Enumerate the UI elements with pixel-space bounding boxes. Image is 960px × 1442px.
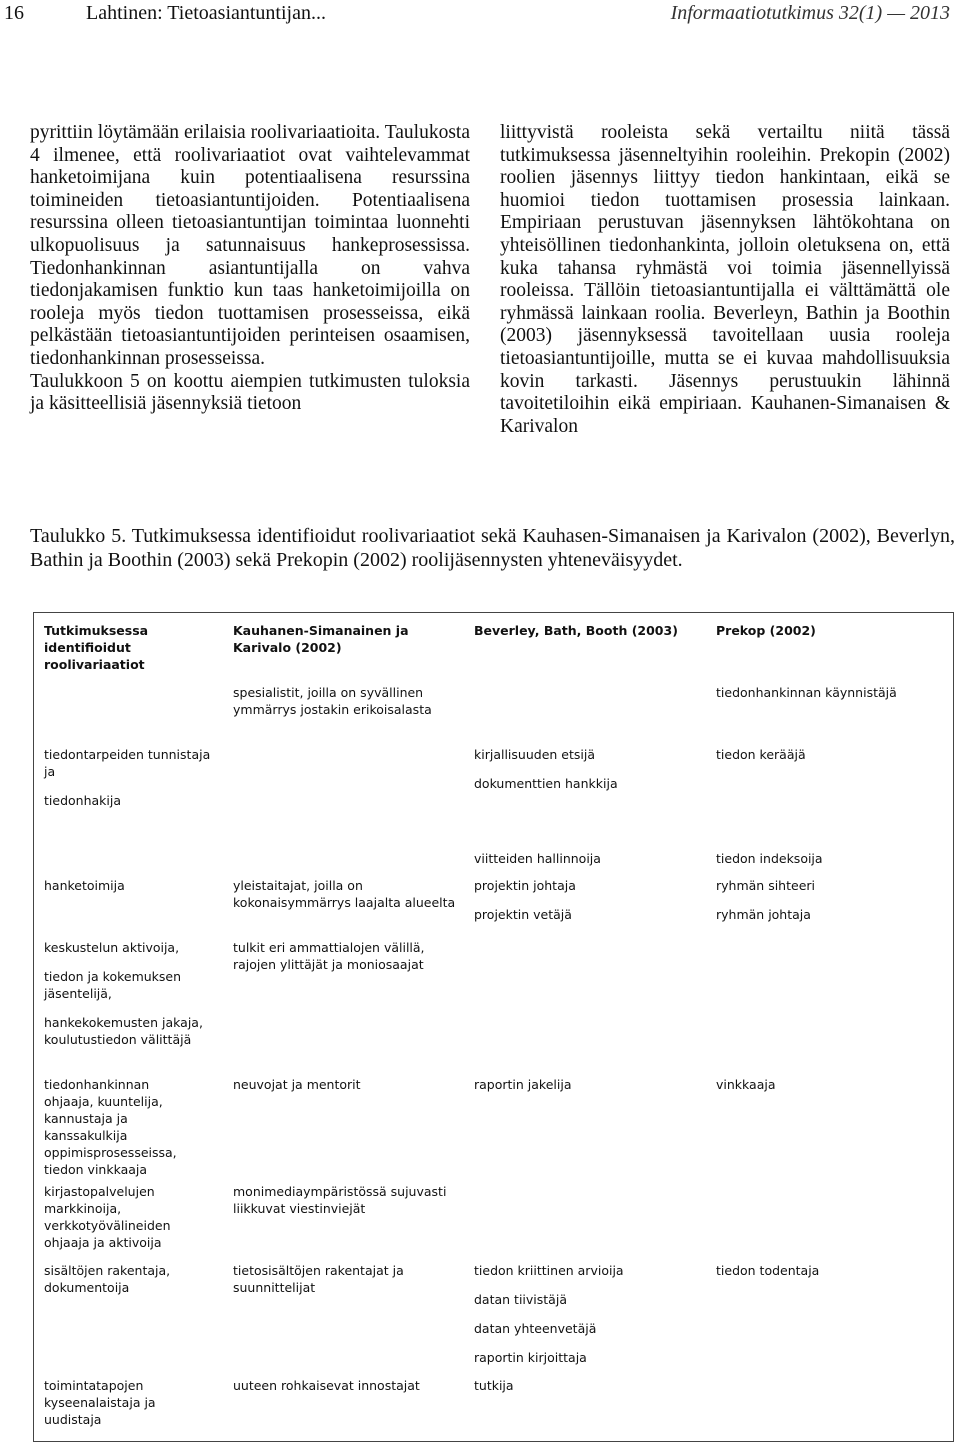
table-cell: viitteiden hallinnoija	[474, 851, 601, 866]
table-cell: uuteen rohkaisevat innostajat	[233, 1378, 420, 1393]
table-cell-line: datan tiivistäjä	[474, 1292, 567, 1307]
table-cell-line: ryhmän sihteeri	[716, 878, 815, 893]
table-cell-line: ryhmän johtaja	[716, 907, 811, 922]
table-cell: vinkkaaja	[716, 1077, 776, 1092]
table-cell: sisältöjen rakentaja, dokumentoija	[44, 1263, 171, 1295]
page-header	[0, 0, 960, 30]
table-cell: kirjastopalvelujen markkinoija, verkkotyövälineiden ohjaaja ja aktivoija	[44, 1184, 171, 1250]
table-header-cell: Prekop (2002)	[716, 623, 816, 638]
table-cell-line: kirjallisuuden etsijä	[474, 747, 595, 762]
table-cell	[44, 939, 219, 1048]
table-caption: Taulukko 5. Tutkimuksessa identifioidut roolivariaatiot sekä Kauhasen-Simanaisen ja Karivalon (2002), Beverlyn, Bathin ja Boothin (2003) sekä Prekopin (2002) roolijäsennysten yhteneväisyydet.	[30, 525, 955, 571]
table-cell	[474, 1262, 704, 1366]
table-cell: tiedon indeksoija	[716, 851, 823, 866]
table-cell-line: hankekokemusten jakaja, koulutustiedon välittäjä	[44, 1015, 203, 1047]
table-cell: tiedon kerääjä	[716, 747, 806, 762]
table-cell: raportin jakelija	[474, 1077, 572, 1092]
table-cell-line: projektin johtaja	[474, 878, 576, 893]
left-column	[30, 122, 470, 416]
table-cell: monimediaympäristössä sujuvasti liikkuvat viestinviejät	[233, 1184, 447, 1216]
paragraph: pyrittiin löytämään erilaisia roolivariaatioita. Taulukosta 4 ilmenee, että roolivariaatiot ovat vaihtelevammat hanketoimijana kuin potentiaalisena resurssina toimineiden tietoasiantuntijoiden. Potentiaalisena resurssina olleen tietoasiantuntijan toimintaa luonnehti ulkopuolisuus ja satunnaisuus hankeprosessissa. Tiedonhankinnan asiantuntijalla on vahva tiedonjakamisen funktio kun taas hanketoimijoilla on rooleja myös tiedon tuottamisen prosesseissa, eikä pelkästään tietoasiantuntijoiden perinteisen osaamisen, tiedonhankinnan prosesseissa.	[30, 122, 470, 369]
page-number: 16	[4, 2, 24, 24]
table-cell: hanketoimija	[44, 878, 125, 893]
journal-title: Informaatiotutkimus 32(1) — 2013	[670, 2, 950, 24]
paragraph: Taulukkoon 5 on koottu aiempien tutkimusten tuloksia ja käsitteellisiä jäsennyksiä tietoon	[30, 370, 470, 415]
table-cell	[474, 746, 704, 792]
table-cell: tiedon todentaja	[716, 1263, 820, 1278]
table-cell-line: raportin kirjoittaja	[474, 1350, 587, 1365]
table-cell-line: tiedon ja kokemuksen jäsentelijä,	[44, 969, 182, 1001]
running-title: Lahtinen: Tietoasiantuntijan...	[86, 2, 326, 24]
table-cell	[44, 746, 214, 809]
table-cell: neuvojat ja mentorit	[233, 1077, 361, 1092]
right-column	[500, 122, 950, 438]
table-header-cell: Tutkimuksessa identifioidut roolivariaatiot	[44, 623, 149, 672]
table-header-cell: Beverley, Bath, Booth (2003)	[474, 623, 678, 638]
table-cell: toimintatapojen kyseenalaistaja ja uudistaja	[44, 1378, 156, 1427]
table-cell: spesialistit, joilla on syvällinen ymmärrys jostakin erikoisalasta	[233, 685, 432, 717]
table-cell-line: tiedonhakija	[44, 793, 121, 808]
table-cell	[716, 877, 946, 923]
table-cell: tiedonhankinnan ohjaaja, kuuntelija, kannustaja ja kanssakulkija oppimisprosesseissa, tiedon vinkkaaja	[44, 1077, 177, 1177]
table-cell: yleistaitajat, joilla on kokonaisymmärrys laajalta alueelta	[233, 878, 456, 910]
table-cell-line: projektin vetäjä	[474, 907, 572, 922]
table-cell: tiedonhankinnan käynnistäjä	[716, 685, 897, 700]
table-cell-line: keskustelun aktivoija,	[44, 940, 180, 955]
paragraph: liittyvistä rooleista sekä vertailtu niitä tässä tutkimuksessa jäsenneltyihin rooleihin. Prekopin (2002) roolien jäsennys liittyy tiedon hankintaan, eikä se huomioi tiedon tuottamisen prosessia lainkaan. Empiriaan perustuvan jäsennyksen lähtökohtana on yhteisöllinen tiedonhankinta, jolloin oletuksena on, että kuka tahansa ryhmästä voi toimia jäsennellyissä rooleissa. Tällöin tietoasiantuntijalla ei välttämättä ole ryhmässä lainkaan roolia. Beverleyn, Bathin ja Boothin (2003) jäsennyksessä tavoitellaan uusia rooleja tietoasiantuntijoille, mutta se ei kuvaa mahdollisuuksia kovin tarkasti. Jäsennys perustuukin lähinnä tavoitetiloihin eikä empiriaan. Kauhanen-Simanaisen & Karivalon	[500, 122, 950, 437]
table-cell: tutkija	[474, 1378, 514, 1393]
table-cell-line: dokumenttien hankkija	[474, 776, 618, 791]
table-cell-line: tiedon kriittinen arvioija	[474, 1263, 624, 1278]
table-cell-line: datan yhteenvetäjä	[474, 1321, 597, 1336]
table-cell-line: tiedontarpeiden tunnistaja ja	[44, 747, 211, 779]
table-cell	[474, 877, 704, 923]
table-cell: tulkit eri ammattialojen välillä, rajojen ylittäjät ja moniosaajat	[233, 940, 425, 972]
table-cell: tietosisältöjen rakentajat ja suunnittelijat	[233, 1263, 404, 1295]
table-header-cell: Kauhanen-Simanainen ja Karivalo (2002)	[233, 623, 409, 655]
